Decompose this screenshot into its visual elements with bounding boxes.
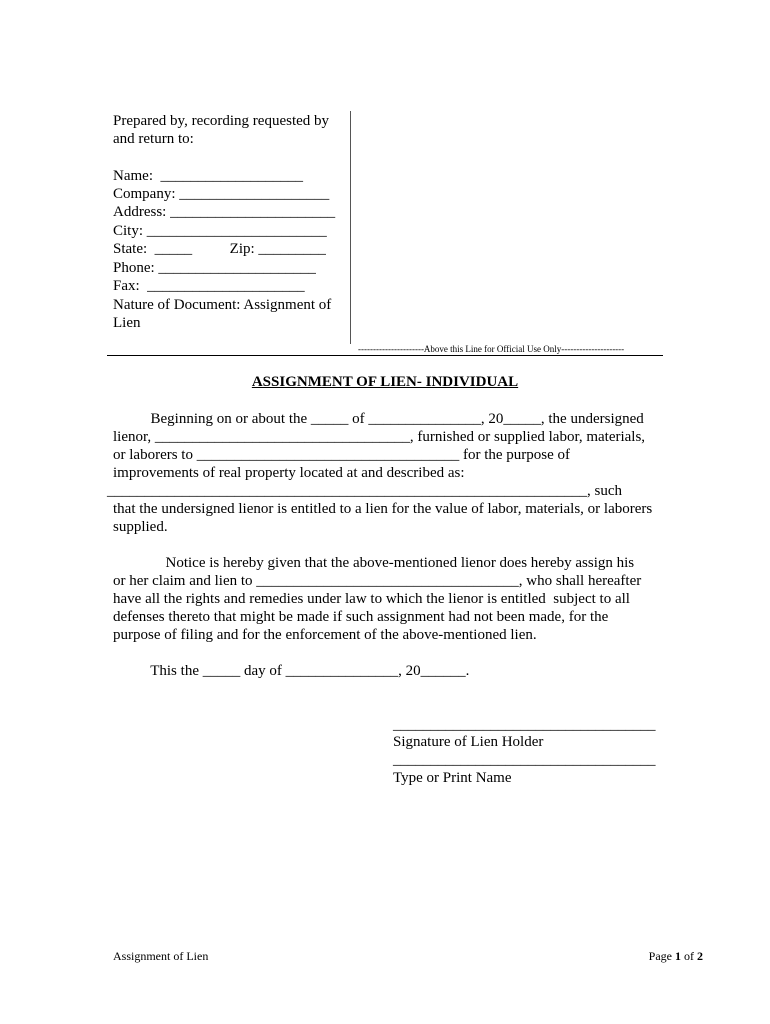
para1-line: supplied. [113,519,168,535]
para2-line: have all the rights and remedies under law to which the lienor is entitled subject to all [113,591,630,607]
para1-line: that the undersigned lienor is entitled to a lien for the value of labor, materials, or laborers [113,501,653,517]
para2-line: Notice is hereby given that the above-mentioned lienor does hereby assign his [113,555,635,571]
signature-label: Signature of Lien Holder [393,734,544,750]
para1-line: ________________________________________________________________, such [107,483,622,499]
header-divider-horizontal [107,355,663,356]
print-name-label: Type or Print Name [393,770,512,786]
footer-title: Assignment of Lien [113,949,209,963]
prepared-by-line1: Prepared by, recording requested by [113,113,330,129]
city-field: City: ________________________ [113,223,327,239]
state-zip-field: State: _____ Zip: _________ [113,241,326,257]
para1-line: lienor, __________________________________, furnished or supplied labor, materials, [113,429,646,445]
para2-line: or her claim and lien to ___________________________________, who shall hereafter [113,573,642,589]
print-name-line: ___________________________________ [393,752,656,768]
page-of: of [681,949,697,963]
date-line: This the _____ day of _______________, 20______. [113,663,470,679]
para1-line: Beginning on or about the _____ of _______________, 20_____, the undersigned [113,411,644,427]
nature-of-document-line2: Lien [113,315,141,331]
page-number [649,949,703,963]
prepared-by-line2: and return to: [113,131,194,147]
para2-line: defenses thereto that might be made if such assignment had not been made, for the [113,609,609,625]
address-field: Address: ______________________ [113,204,336,220]
signature-line: ___________________________________ [393,717,656,733]
fax-field: Fax: _____________________ [113,278,305,294]
page-total: 2 [697,949,703,963]
page-prefix: Page [648,949,675,963]
para2-line: purpose of filing and for the enforcement of the above-mentioned lien. [113,627,537,643]
document-title: ASSIGNMENT OF LIEN- INDIVIDUAL [251,374,519,390]
company-field: Company: ____________________ [113,186,330,202]
nature-of-document-line1: Nature of Document: Assignment of [113,297,332,313]
header-divider-vertical [350,111,351,344]
name-field: Name: ___________________ [113,168,303,184]
para1-line: improvements of real property located at and described as: [113,465,465,481]
page-current: 1 [675,949,681,963]
para1-line: or laborers to ___________________________________ for the purpose of [113,447,571,463]
official-use-label: ----------------------Above this Line for Official Use Only--------------------- [358,344,625,354]
phone-field: Phone: _____________________ [113,260,316,276]
